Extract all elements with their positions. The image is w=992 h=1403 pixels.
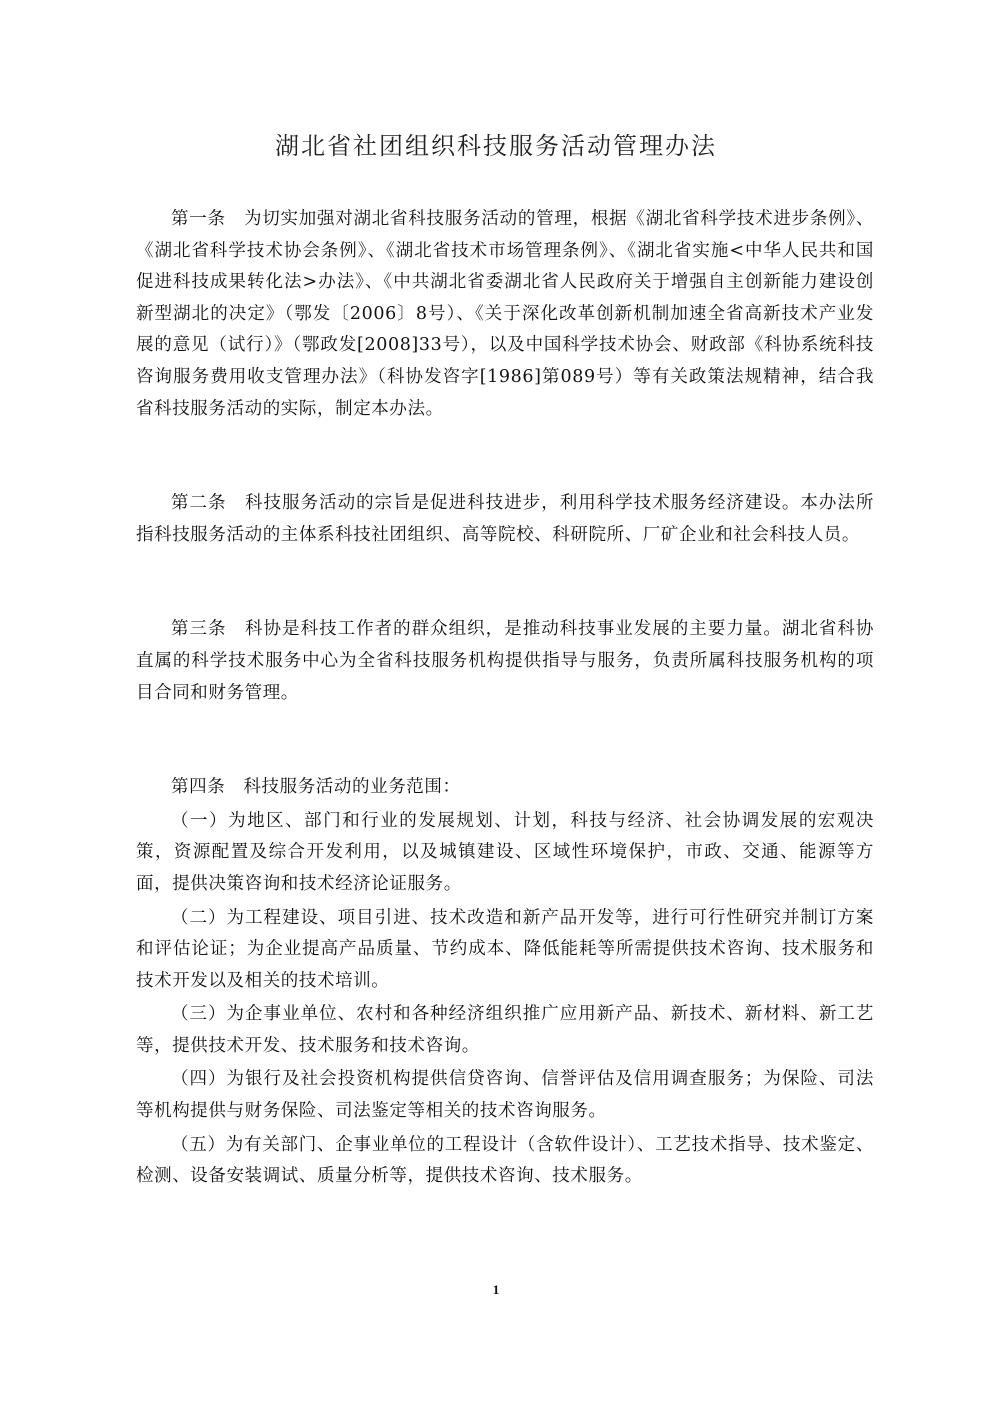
paragraph-spacer — [136, 551, 874, 614]
article-2: 第二条 科技服务活动的宗旨是促进科技进步，利用科学技术服务经济建设。本办法所指科技服务活动的主体系科技社团组织、高等院校、科研院所、厂矿企业和社会科技人员。 — [136, 493, 874, 545]
article-1: 第一条 为切实加强对湖北省科技服务活动的管理，根据《湖北省科学技术进步条例》、《湖北省科学技术协会条例》、《湖北省技术市场管理条例》、《湖北省实施<中华人民共和国促进科技成果转化法>办法》、《中共湖北省委湖北省人民政府关于增强自主创新能力建设创新型湖北的决定》（鄂发〔2006〕8号）、《关于深化改革创新机制加速全省高新技术产业发展的意见（试行）》（鄂政发[2008]33号），以及中国科学技术协会、财政部《科协系统科技咨询服务费用收支管理办法》（科协发咨字[1986]第089号）等有关政策法规精神，结合我省科技服务活动的实际，制定本办法。 — [136, 209, 874, 419]
article-4-item-3: （三）为企事业单位、农村和各种经济组织推广应用新产品、新技术、新材料、新工艺等，提供技术开发、技术服务和技术咨询。 — [136, 1004, 874, 1056]
article-4-heading: 第四条 科技服务活动的业务范围： — [171, 777, 461, 798]
paragraph-spacer — [136, 709, 874, 772]
paragraph-spacer — [136, 425, 874, 488]
document-title: 湖北省社团组织科技服务活动管理办法 — [275, 132, 717, 160]
page-number: 1 — [492, 1282, 500, 1297]
article-4-item-1: （一）为地区、部门和行业的发展规划、计划，科技与经济、社会协调发展的宏观决策，资源配置及综合开发利用，以及城镇建设、区域性环境保护，市政、交通、能源等方面，提供决策咨询和技术经济论证服务。 — [136, 810, 874, 894]
article-3: 第三条 科协是科技工作者的群众组织，是推动科技事业发展的主要力量。湖北省科协直属的科学技术服务中心为全省科技服务机构提供指导与服务，负责所属科技服务机构的项目合同和财务管理。 — [136, 619, 874, 703]
article-4-item-5: （五）为有关部门、企事业单位的工程设计（含软件设计）、工艺技术指导、技术鉴定、检测、设备安装调试、质量分析等，提供技术咨询、技术服务。 — [136, 1134, 874, 1187]
article-4-item-2: （二）为工程建设、项目引进、技术改造和新产品开发等，进行可行性研究并制订方案和评估论证；为企业提高产品质量、节约成本、降低能耗等所需提供技术咨询、技术服务和技术开发以及相关的技术培训。 — [136, 907, 874, 991]
article-4-item-4: （四）为银行及社会投资机构提供信贷咨询、信誉评估及信用调查服务；为保险、司法等机构提供与财务保险、司法鉴定等相关的技术咨询服务。 — [136, 1069, 874, 1122]
document-body — [136, 204, 874, 1193]
